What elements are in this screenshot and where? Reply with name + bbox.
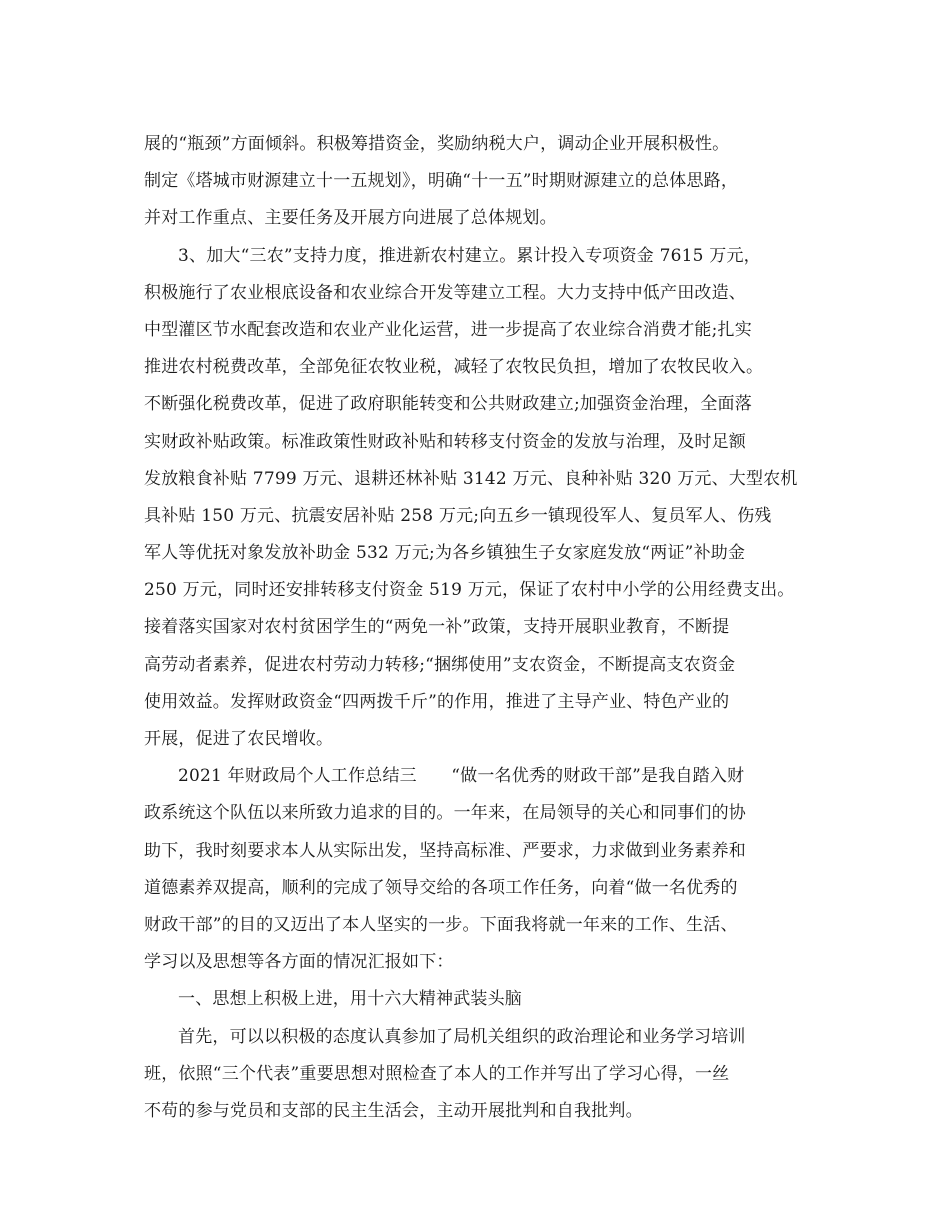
text-line: 推进农村税费改革，全部免征农牧业税，减轻了农牧民负担，增加了农牧民收入。 [144,357,764,378]
text-line: 实财政补贴政策。标准政策性财政补贴和转移支付资金的发放与治理，及时足额 [144,431,746,452]
text-line: 使用效益。发挥财政资金“四两拨千斤”的作用，推进了主导产业、特色产业的 [144,691,730,712]
text-line: 3、加大“三农”支持力度，推进新农村建立。累计投入专项资金 7615 万元， [178,245,761,266]
text-line: 制定《塔城市财源建立十一五规划》，明确“十一五”时期财源建立的总体思路， [144,171,739,192]
text-line: 道德素养双提高，顺利的完成了领导交给的各项工作任务，向着“做一名优秀的 [144,877,738,898]
text-line: 发放粮食补贴 7799 万元、退耕还林补贴 3142 万元、良种补贴 320 万元、大型农机 [144,468,798,489]
text-line: 开展，促进了农民增收。 [144,729,334,749]
text-line: 政系统这个队伍以来所致力追求的目的。一年来，在局领导的关心和同事们的协 [144,803,746,824]
text-line: 高劳动者素养，促进农村劳动力转移;“捆绑使用”支农资金，不断提高支农资金 [144,654,736,675]
text-line: 中型灌区节水配套改造和农业产业化运营，进一步提高了农业综合消费才能;扎实 [144,319,752,340]
text-line: 并对工作重点、主要任务及开展方向进展了总体规划。 [144,208,557,229]
text-line: 250 万元，同时还安排转移支付资金 519 万元，保证了农村中小学的公用经费支出。 [144,580,795,601]
document-body [144,126,824,1130]
text-line: 具补贴 150 万元、抗震安居补贴 258 万元;向五乡一镇现役军人、复员军人、伤残 [144,505,772,526]
text-line: 学习以及思想等各方面的情况汇报如下： [144,952,454,973]
text-line: 积极施行了农业根底设备和农业综合开发等建立工程。大力支持中低产田改造、 [144,282,746,303]
text-line: 展的“瓶颈”方面倾斜。积极筹措资金，奖励纳税大户，调动企业开展积极性。 [144,134,730,154]
text-line: 不苟的参与党员和支部的民主生活会，主动开展批判和自我批判。 [144,1100,643,1121]
text-line: 不断强化税费改革，促进了政府职能转变和公共财政建立;加强资金治理，全面落 [144,394,752,415]
text-line: 财政干部”的目的又迈出了本人坚实的一步。下面我将就一年来的工作、生活、 [144,914,738,935]
text-line: 首先，可以以积极的态度认真参加了局机关组织的政治理论和业务学习培训 [178,1026,746,1047]
text-line: 军人等优抚对象发放补助金 532 万元;为各乡镇独生子女家庭发放“两证”补助金 [144,543,746,564]
text-line: 班，依照“三个代表”重要思想对照检查了本人的工作并写出了学习心得，一丝 [144,1063,730,1084]
text-line: 2021 年财政局个人工作总结三 “做一名优秀的财政干部”是我自踏入财 [178,766,745,787]
text-line: 助下，我时刻要求本人从实际出发，坚持高标准、严要求，力求做到业务素养和 [144,840,746,861]
text-line: 一、思想上积极上进，用十六大精神武装头脑 [178,989,522,1010]
text-line: 接着落实国家对农村贫困学生的“两免一补”政策，支持开展职业教育，不断提 [144,617,730,638]
